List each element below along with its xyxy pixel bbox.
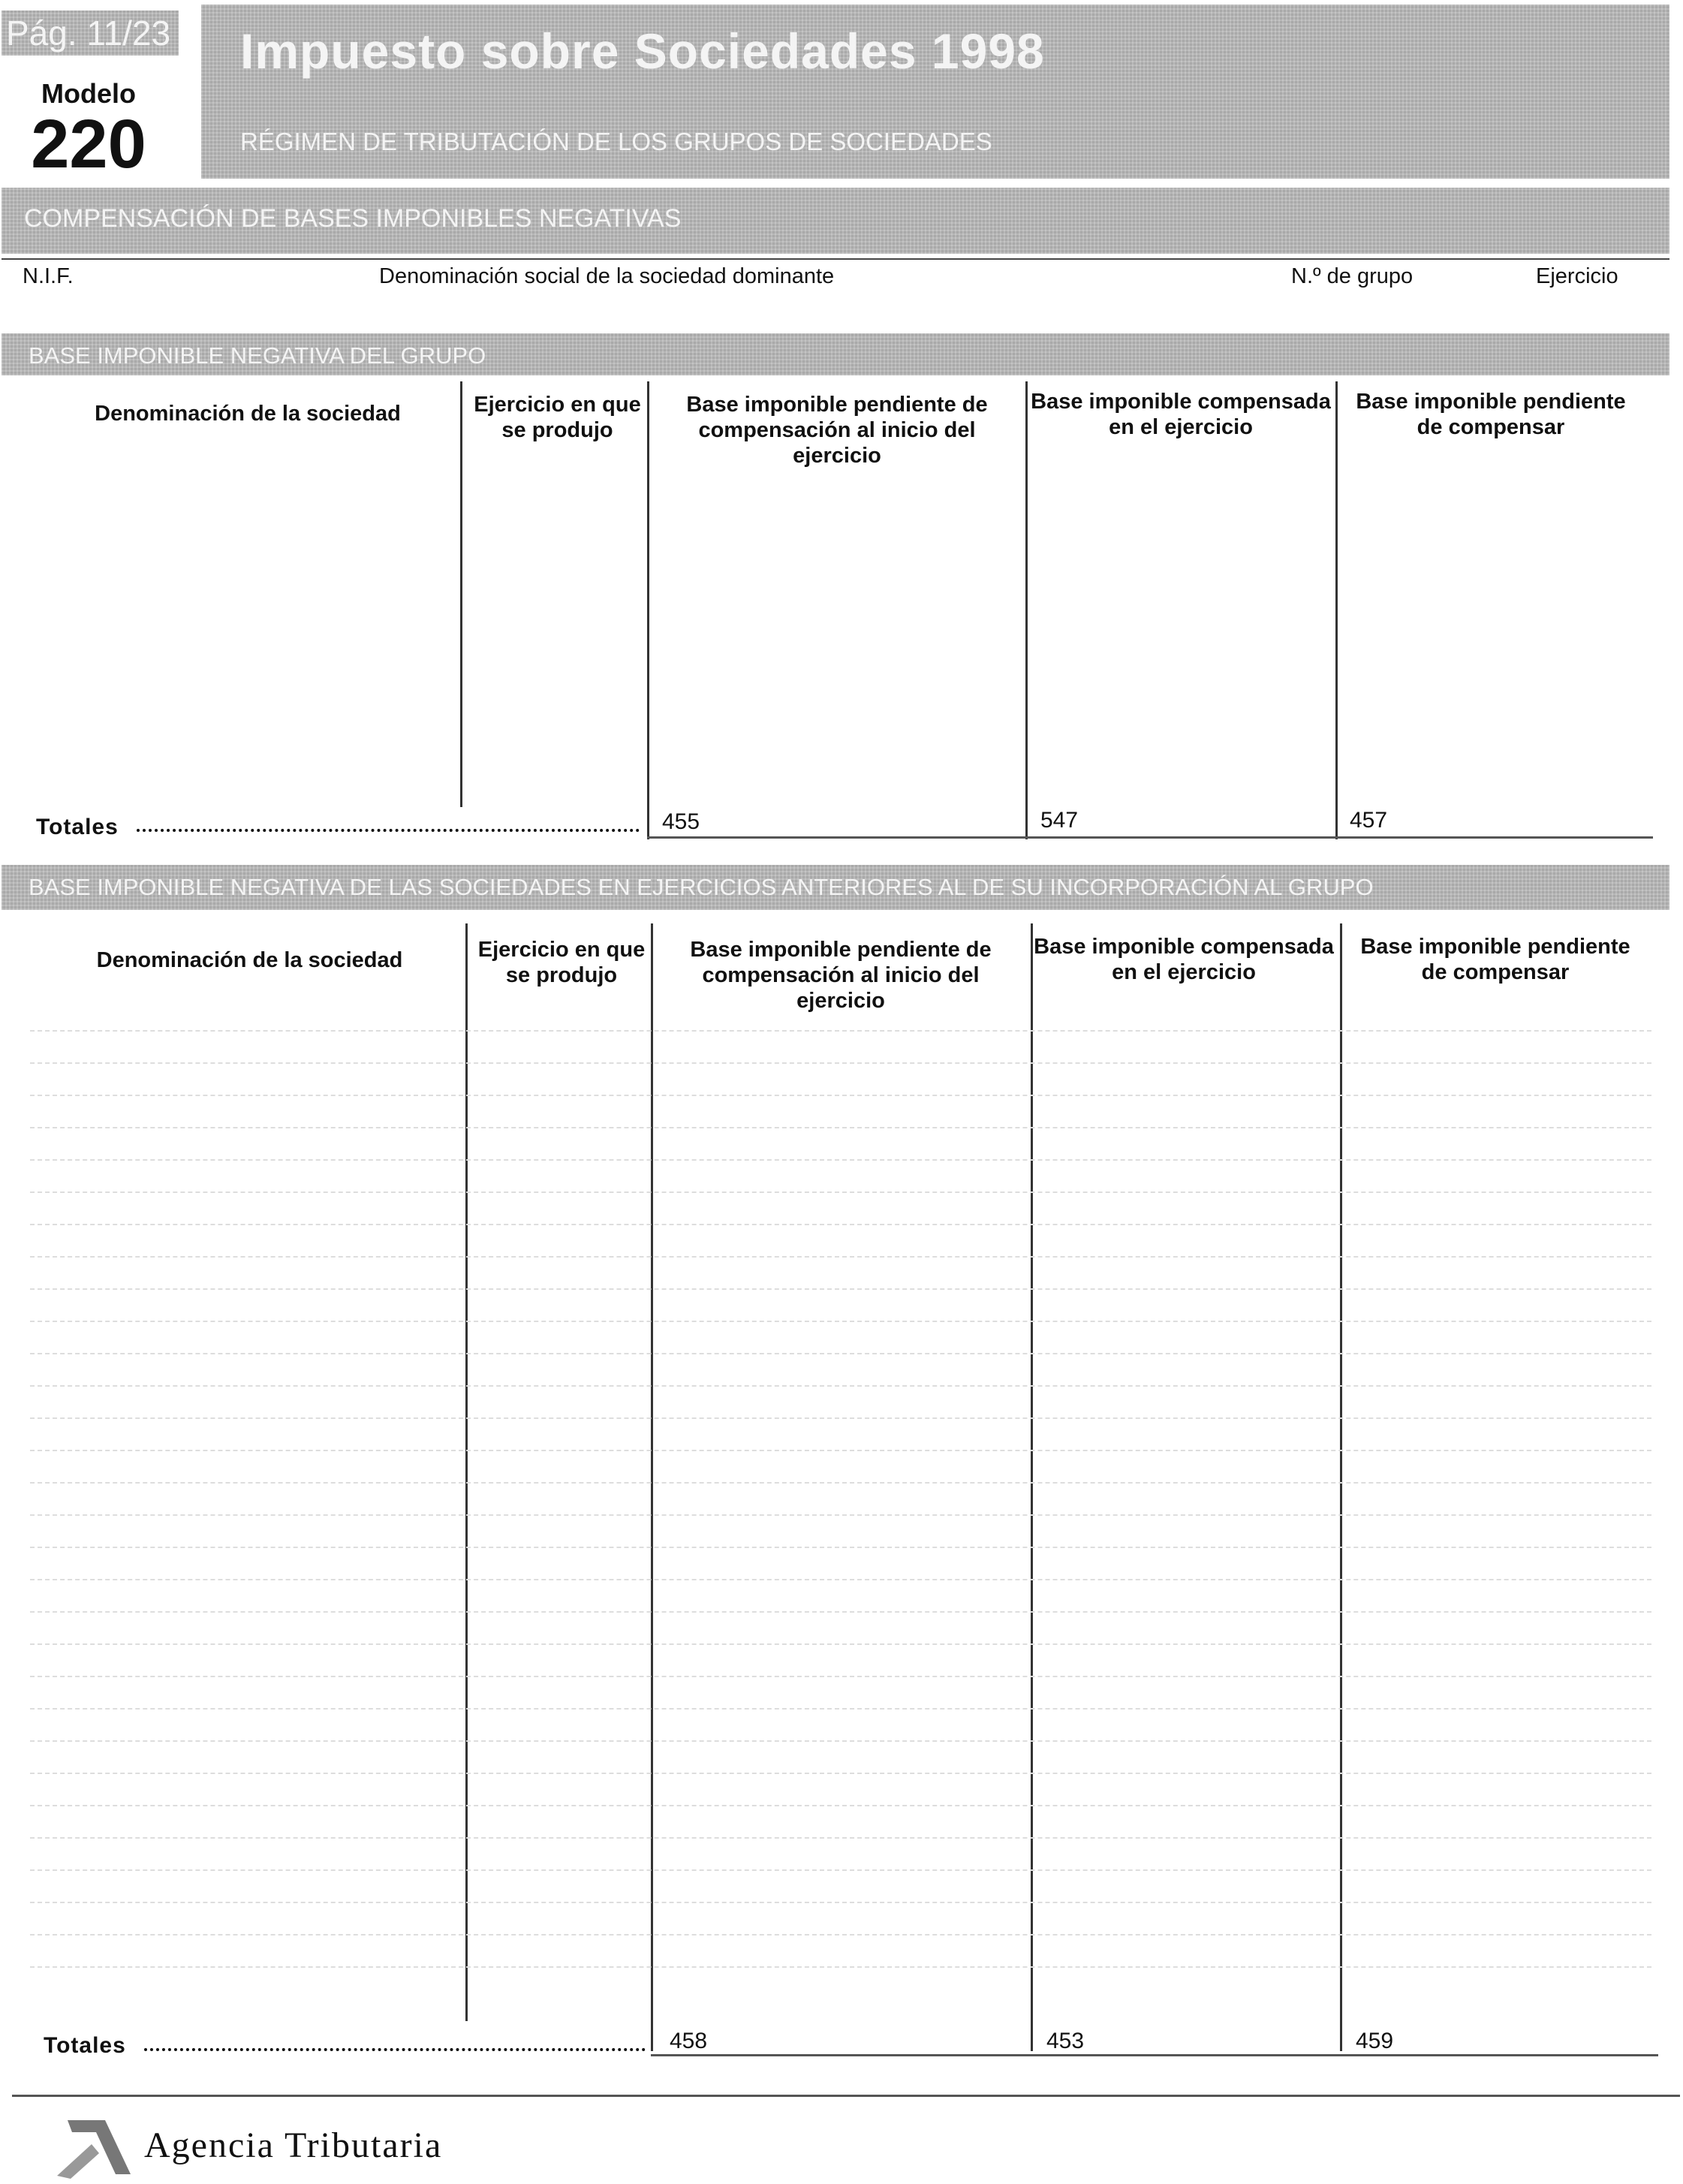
- table-row[interactable]: [30, 1450, 1651, 1451]
- table-row[interactable]: [30, 1127, 1651, 1128]
- table-row[interactable]: [30, 1547, 1651, 1548]
- table-row[interactable]: [30, 1579, 1651, 1580]
- s1-totals-leader: [137, 829, 640, 832]
- table-row[interactable]: [30, 1837, 1651, 1839]
- section1-title: BASE IMPONIBLE NEGATIVA DEL GRUPO: [29, 342, 486, 369]
- s2-col-pendiente-compensar: Base imponible pendiente de compensar: [1360, 935, 1630, 984]
- table-row[interactable]: [30, 1321, 1651, 1322]
- page-number: Pág. 11/23: [6, 14, 171, 53]
- s1-col-pendiente-compensar: Base imponible pendiente de compensar: [1356, 390, 1626, 439]
- table-row[interactable]: [30, 1288, 1651, 1290]
- ejercicio-field[interactable]: Ejercicio: [1536, 264, 1618, 288]
- table-row[interactable]: [30, 1611, 1651, 1613]
- table-row[interactable]: [30, 1482, 1651, 1484]
- table-row[interactable]: [30, 1740, 1651, 1742]
- table-row[interactable]: [30, 1095, 1651, 1096]
- table-row[interactable]: [30, 1256, 1651, 1258]
- table-row[interactable]: [30, 1869, 1651, 1871]
- table-row[interactable]: [30, 1514, 1651, 1516]
- table-row[interactable]: [30, 1385, 1651, 1387]
- section-title: COMPENSACIÓN DE BASES IMPONIBLES NEGATIVAS: [24, 204, 682, 233]
- s1-col-ejercicio: Ejercicio en que se produjo: [474, 393, 641, 442]
- s2-total-pendiente-compensar[interactable]: 459: [1356, 2029, 1394, 2053]
- id-row-divider: [2, 258, 1669, 260]
- agencia-tributaria-logo-icon: [53, 2116, 143, 2180]
- s2-totals-underline: [651, 2054, 1658, 2056]
- s2-totals-leader: [144, 2048, 646, 2051]
- table-row[interactable]: [30, 1966, 1651, 1968]
- s2-col-pendiente-inicio: Base imponible pendiente de compensación al inicio del ejercicio: [690, 938, 992, 1013]
- s2-divider: [1340, 923, 1342, 2051]
- table-row[interactable]: [30, 1159, 1651, 1161]
- s1-col-compensada: Base imponible compensada en el ejercicio: [1031, 390, 1331, 439]
- table-row[interactable]: [30, 1902, 1651, 1903]
- table-row[interactable]: [30, 1353, 1651, 1354]
- s1-total-compensada[interactable]: 547: [1040, 808, 1079, 833]
- s1-totals-label: Totales: [36, 815, 119, 839]
- table-row[interactable]: [30, 1934, 1651, 1935]
- s1-col-denominacion: Denominación de la sociedad: [95, 402, 401, 426]
- table-row[interactable]: [30, 1805, 1651, 1806]
- table-row[interactable]: [30, 1773, 1651, 1774]
- s2-divider: [651, 923, 653, 2051]
- grupo-field[interactable]: N.º de grupo: [1291, 264, 1414, 288]
- s1-divider: [1025, 381, 1028, 839]
- s1-totals-underline: [647, 836, 1653, 839]
- table-row[interactable]: [30, 1062, 1651, 1064]
- s2-col-compensada: Base imponible compensada en el ejercicio: [1034, 935, 1334, 984]
- agency-name: Agencia Tributaria: [144, 2125, 443, 2165]
- table-row[interactable]: [30, 1030, 1651, 1032]
- s2-col-denominacion: Denominación de la sociedad: [96, 948, 403, 972]
- footer-divider: [12, 2095, 1680, 2097]
- section2-title: BASE IMPONIBLE NEGATIVA DE LAS SOCIEDADES EN EJERCICIOS ANTERIORES AL DE SU INCORPORACIÓN AL GRUPO: [29, 874, 1374, 900]
- modelo-label: Modelo: [41, 78, 136, 109]
- form-subtitle: RÉGIMEN DE TRIBUTACIÓN DE LOS GRUPOS DE SOCIEDADES: [240, 128, 992, 155]
- table-row[interactable]: [30, 1224, 1651, 1225]
- table-row[interactable]: [30, 1191, 1651, 1193]
- s1-total-pendiente-compensar[interactable]: 457: [1350, 808, 1388, 833]
- modelo-number: 220: [31, 106, 146, 182]
- denominacion-field[interactable]: Denominación social de la sociedad dominante: [379, 264, 835, 288]
- s2-col-ejercicio: Ejercicio en que se produjo: [477, 938, 646, 987]
- nif-field[interactable]: N.I.F.: [23, 264, 74, 288]
- s1-divider: [1335, 381, 1338, 839]
- table-row[interactable]: [30, 1643, 1651, 1645]
- form-title: Impuesto sobre Sociedades 1998: [240, 23, 1045, 79]
- s2-divider: [1031, 923, 1033, 2051]
- s2-total-pendiente-inicio[interactable]: 458: [670, 2029, 708, 2053]
- s2-total-compensada[interactable]: 453: [1046, 2029, 1085, 2053]
- table-row[interactable]: [30, 1676, 1651, 1677]
- s1-divider: [460, 381, 462, 807]
- table-row[interactable]: [30, 1708, 1651, 1710]
- s1-total-pendiente-inicio[interactable]: 455: [662, 809, 700, 834]
- s1-col-pendiente-inicio: Base imponible pendiente de compensación al inicio del ejercicio: [686, 393, 988, 468]
- s2-totals-label: Totales: [44, 2033, 126, 2058]
- s2-divider: [465, 923, 468, 2021]
- s1-divider: [647, 381, 649, 839]
- table-row[interactable]: [30, 1417, 1651, 1419]
